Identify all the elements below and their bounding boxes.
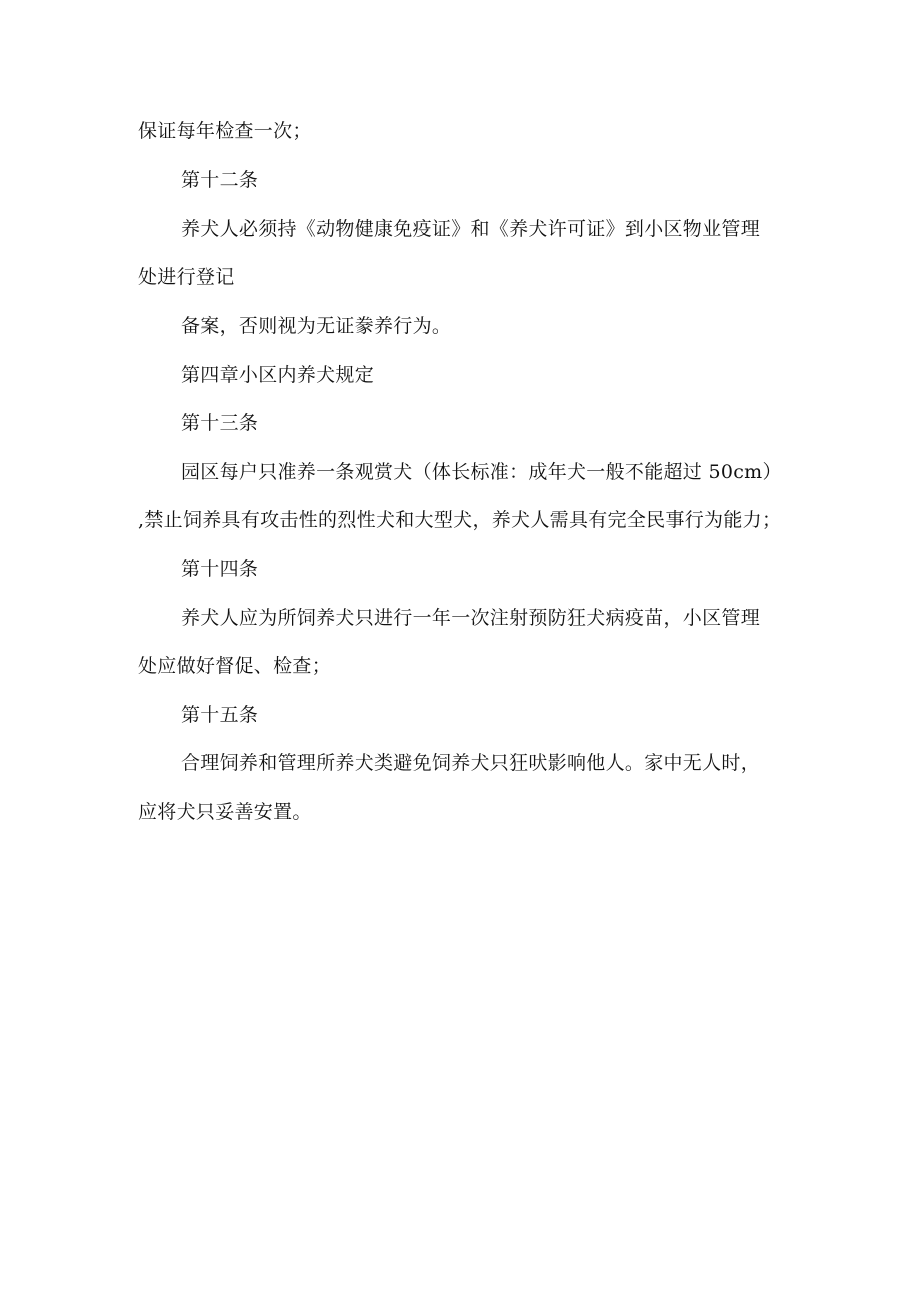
paragraph-line: 园区每户只准养一条观赏犬（体长标准：成年犬一般不能超过 50cm） bbox=[181, 461, 782, 483]
paragraph-line: 养犬人必须持《动物健康免疫证》和《养犬许可证》到小区物业管理 bbox=[181, 218, 761, 240]
article-heading: 第十五条 bbox=[181, 704, 259, 726]
paragraph-line: ,禁止饲养具有攻击性的烈性犬和大型犬，养犬人需具有完全民事行为能力； bbox=[138, 509, 782, 531]
paragraph-line: 养犬人应为所饲养犬只进行一年一次注射预防狂犬病疫苗，小区管理 bbox=[181, 607, 761, 629]
article-heading: 第十四条 bbox=[181, 558, 259, 580]
paragraph-line: 备案，否则视为无证豢养行为。 bbox=[181, 315, 452, 337]
paragraph-line: 保证每年检查一次； bbox=[138, 120, 312, 142]
article-heading: 第十二条 bbox=[181, 169, 259, 191]
paragraph-line: 处进行登记 bbox=[138, 266, 235, 288]
paragraph-line: 应将犬只妥善安置。 bbox=[138, 801, 312, 823]
paragraph-line: 合理饲养和管理所养犬类避免饲养犬只狂吠影响他人。家中无人时， bbox=[181, 752, 761, 774]
article-heading: 第十三条 bbox=[181, 412, 259, 434]
paragraph-line: 处应做好督促、检查； bbox=[138, 655, 332, 677]
chapter-heading: 第四章小区内养犬规定 bbox=[181, 364, 375, 386]
